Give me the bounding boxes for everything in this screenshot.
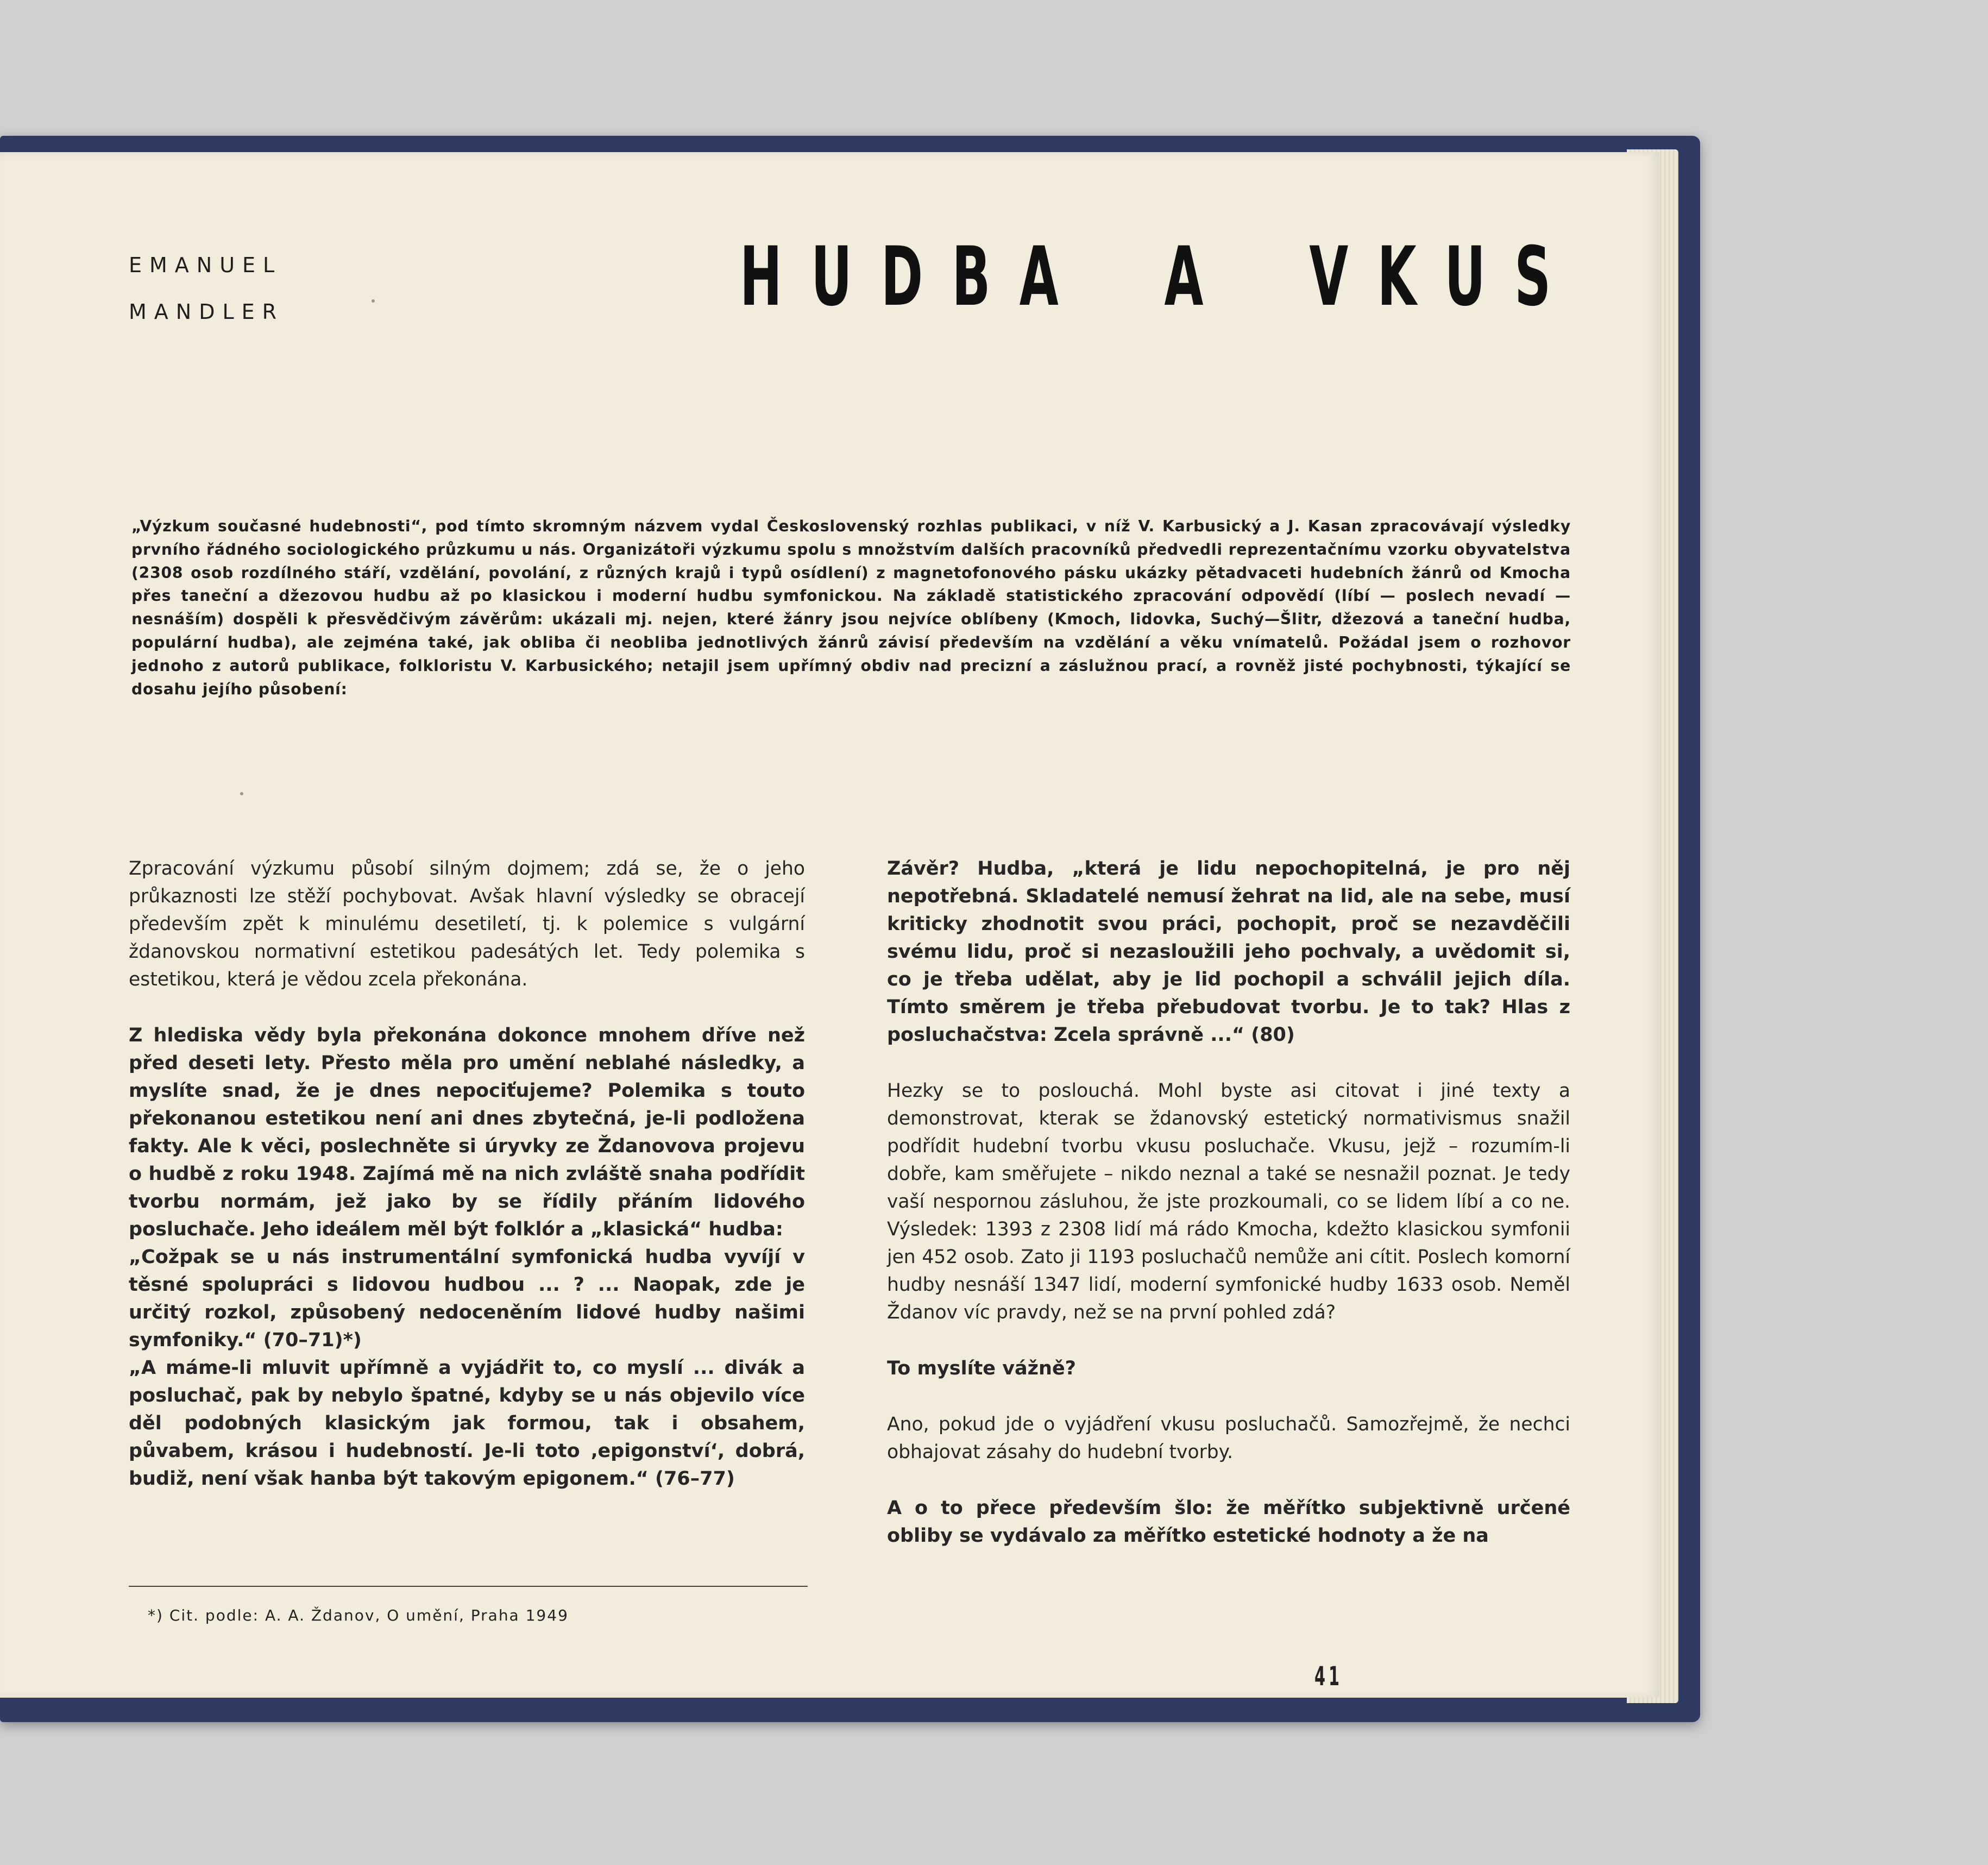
left-paragraph-1: Zpracování výzkumu působí silným dojmem; zdá se, že o jeho průkaznosti lze stěží pochybovat. Avšak hlavní výsledky se obracejí především zpět k minulému desetiletí, tj. k polemice s vulgární ždanovskou normativní estetikou padesátých let. Tedy polemika s estetikou, která je vědou zcela překonána. xyxy=(129,858,805,990)
author-name xyxy=(129,242,284,335)
left-quote-2: „A máme-li mluvit upřímně a vyjádřit to, co myslí ... divák a posluchač, pak by nebylo špatné, kdyby se u nás objevilo více děl podobných klasickým jak formou, tak i obsahem, půvabem, krásou i hudebností. Je-li toto ‚epigonství‘, dobrá, budiž, není však hanba být takovým epigonem.“ (76–77) xyxy=(129,1357,805,1490)
author-last-name: MANDLER xyxy=(129,300,285,324)
footnote: *) Cit. podle: A. A. Ždanov, O umění, Praha 1949 xyxy=(148,1606,569,1624)
left-paragraph-2: Z hlediska vědy byla překonána dokonce mnohem dříve než před deseti lety. Přesto měla pro umění neblahé následky, a myslíte snad, že je dnes nepociťujeme? Polemika s touto překonanou estetikou není ani dnes zbytečná, je-li podložena fakty. Ale k věci, poslechněte si úryvky ze Ždanovova projevu o hudbě z roku 1948. Zajímá mě na nich zvláště snaha podřídit tvorbu normám, jež jako by se řídily přáním lidového posluchače. Jeho ideálem měl být folklór a „klasická“ hudba: xyxy=(129,1025,805,1240)
footnote-divider xyxy=(129,1586,808,1587)
right-column xyxy=(887,855,1570,1550)
right-paragraph-4: A o to přece především šlo: že měřítko subjektivně určené obliby se vydávalo za měřítko estetické hodnoty a že na xyxy=(887,1497,1570,1547)
page-speck xyxy=(372,299,375,303)
right-paragraph-2: Hezky se to poslouchá. Mohl byste asi citovat i jiné texty a demonstrovat, kterak se ždanovský estetický normativismus snažil podřídit hudební tvorbu vkusu posluchače. Vkusu, jejž – rozumím-li dobře, kam směřujete – nikdo neznal a také se nesnažil poznat. Je tedy vaší nespornou zásluhou, že jste prozkoumali, co se lidem líbí a co ne. Výsledek: 1393 z 2308 lidí má rádo Kmocha, kdežto klasickou symfonii jen 452 osob. Zato ji 1193 posluchačů nemůže ani cítit. Poslech komorní hudby nesnáší 1347 lidí, moderní symfonické hudby 1633 osob. Neměl Ždanov víc pravdy, než se na první pohled zdá? xyxy=(887,1080,1570,1323)
right-paragraph-3: Ano, pokud jde o vyjádření vkusu posluchačů. Samozřejmě, že nechci obhajovat zásahy do hudební tvorby. xyxy=(887,1414,1570,1463)
right-paragraph-1: Závěr? Hudba, „která je lidu nepochopitelná, je pro něj nepotřebná. Skladatelé nemusí žehrat na lid, ale na sebe, musí kriticky zhodnotit svou práci, pochopit, proč se nezavděčili svému lidu, proč si nezasloužili jeho pochvaly, a uvědomit si, co je třeba udělat, aby je lid pochopil a schválil jejich díla. Tímto směrem je třeba přebudovat tvorbu. Je to tak? Hlas z posluchačstva: Zcela správně ...“ (80) xyxy=(887,858,1570,1046)
author-first-name: EMANUEL xyxy=(129,253,282,277)
intro-paragraph: „Výzkum současné hudebnosti“, pod tímto skromným názvem vydal Československý rozhlas publikaci, v níž V. Karbusický a J. Kasan zpracovávají výsledky prvního řádného sociologického průzkumu u nás. Organizátoři výzkumu spolu s množstvím dalších pracovníků předvedli reprezentačnímu vzorku obyvatelstva (2308 osob rozdílného stáří, vzdělání, povolání, z různých krajů i typů osídlení) z magnetofonového pásku ukázky pětadvaceti hudebních žánrů od Kmocha přes taneční a džezovou hudbu až po klasickou i moderní hudbu symfonickou. Na základě statistického zpracování odpovědí (líbí — poslech nevadí — nesnáším) dospěli k přesvědčivým závěrům: ukázali mj. nejen, které žánry jsou nejvíce oblíbeny (Kmoch, lidovka, Suchý—Šlitr, džezová a taneční hudba, populární hudba), ale zejména také, jak obliba či neobliba jednotlivých žánrů závisí především na vzdělání a věku vnímatelů. Požádal jsem o rozhovor jednoho z autorů publikace, folkloristu V. Karbusického; netajil jsem upřímný obdiv nad precizní a záslužnou prací, a rovněž jisté pochybnosti, týkající se dosahu jejího působení: xyxy=(131,517,1571,698)
page-speck xyxy=(240,792,243,795)
left-quote-1: „Cožpak se u nás instrumentální symfonická hudba vyvíjí v těsné spolupráci s lidovou hudbou ... ? ... Naopak, zde je určitý rozkol, způsobený nedoceněním lidové hudby našimi symfoniky.“ (70–71)*) xyxy=(129,1246,805,1351)
article-title: HUDBA A VKUS xyxy=(740,230,1580,324)
left-column xyxy=(129,855,805,1493)
right-question: To myslíte vážně? xyxy=(887,1358,1076,1379)
page-number: 41 xyxy=(1314,1661,1343,1692)
